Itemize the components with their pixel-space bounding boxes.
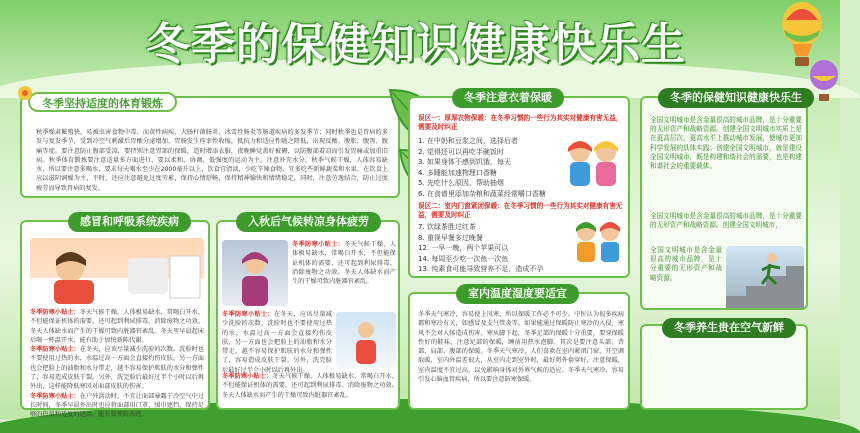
city-panel: [640, 96, 808, 310]
kids-in-winter-clothes-icon: [560, 134, 626, 190]
fatigue-photo: [222, 240, 288, 306]
fatigue-tip2: [222, 310, 332, 374]
fatigue-tip3-text: 冬天气候干燥，人体极易缺水，常喝白开水，不但能保证机体的需要，还可起到利尿排毒、消除废物之功效。冬天人体缺水而产生的干燥可致内脏器官紊乱。: [222, 373, 399, 399]
clothing-list-2: [418, 222, 578, 275]
city-text-2: 全国文明城市是含金量很高的城市品牌，是十分重要的无形资产和战略资源。创建全国文明城市，: [650, 212, 802, 230]
fatigue-title: 入秋后气候转凉身体疲劳: [236, 212, 381, 232]
runner-icon: [726, 246, 804, 308]
respiratory-tips: [30, 308, 205, 419]
city-text-3: 全国文明城市是含金量很高的城市品牌，是十分重要的无形资产和战略资源。: [650, 246, 722, 282]
city-title: 冬季的保健知识健康快乐生: [658, 88, 814, 108]
respiratory-tip1-label: 冬季防寒小贴士：: [30, 309, 80, 316]
fatigue-tip2-label: 冬季防寒小贴士：: [222, 311, 274, 318]
list-item: 3. 如果身体不感到饥饿，每天: [418, 158, 511, 167]
clothing-warning-2: 误区二：室内门窗紧闭保暖：在冬季习惯的一些行为其实对健康有害无益，需要及时纠正: [418, 202, 623, 220]
respiratory-photo: [30, 238, 204, 304]
list-item: 8. 重视早餐多过晚餐: [418, 233, 483, 242]
exercise-text: 秋季燥肃繁殖快，易被虫害食物中毒。而黄性病疾、大肠杆菌肠炎、冰雪性肠炎等肠道疾病的多发季节；同时秋季也是胃病的多发与复发季节，受到冷空气刺激后胃酸分泌增加，胃肠发生痉挛性收缩，抵抗力和适应性随之降低，出现反酸、腹胀、腹泻、腹痛等症。要注意防止腹部受凉，要特别注意胃部的保暖，适时增添衣服，夜晚睡觉盖好被褥，以防腹部着凉而引发胃痛或加重旧病。秋季体育锻炼要注意适量多方面进行，要以柔和、协调、低强度的运动为主。注意补充水分，秋季气候干燥，人体容易缺水，所以要注意多喝水，要求每天喝水至少在2000毫升以上，饮食宜清淡，少吃辛辣食物，宜多吃些新鲜蔬菜和水果，在饮食上应以滋阴润燥为主，平时，还应注意避免过度劳累，保持心情舒畅，保持精神愉快和情绪稳定，同时，注意劳逸结合，防止过度疲劳而导致胃病的复发。: [36, 129, 388, 192]
clothing-list-1: [418, 136, 558, 200]
hot-air-balloon-icon: [780, 2, 824, 68]
list-item: 12. 一早一晚，两个苹果可以: [418, 244, 509, 253]
list-item: 6. 在食谱里添加杂粮和蔬菜经常嚼口香糖: [418, 189, 546, 198]
respiratory-title: 感冒和呼吸系统疾病: [68, 212, 191, 232]
fatigue-tip2-text: 在冬天，应该尽量减少洗脸的次数。洗脸时也不要使用过热的水，水温过高一方面会直接灼伤皮肤，另一方面也会把脸上的油脂和水分带走，越不容易保护肌肤的水分和弹性了，容易造成皮肤干裂。另外，洗完脸后最好过半个小时以后再外出。: [222, 311, 332, 374]
title-part3: 健康快乐生: [461, 19, 686, 70]
fatigue-tip3: [222, 372, 398, 408]
child-in-snow-icon: [222, 240, 288, 306]
list-item: 2. 觉得还可以再吃半碗饭时: [418, 147, 504, 156]
respiratory-tip2-label: 冬季防寒小贴士：: [30, 346, 80, 354]
respiratory-tip3-label: 冬季防寒小贴士：: [30, 392, 80, 400]
exercise-title: 冬季坚持适度的体育锻炼: [28, 92, 177, 112]
flower-icon: [14, 84, 36, 102]
city-text-1: 全国文明城市是含金量很高的城市品牌，是十分重要的无形资产和战略资源。创建全国文明城市实质上是在更高层次、更高水平上推动城市发展，使城市更加科学发展的具体实践；创建全国文明城市，就是建设全国文明城市，既是构建和谐社会的需要，也是构建和谐社会的重要载体。: [650, 116, 802, 171]
respiratory-panel: [20, 220, 210, 419]
fatigue-tip1: [292, 240, 396, 308]
list-item: 14. 每周至少吃一次鱼一次鱼: [418, 254, 509, 263]
fresh-air-title: 冬季养生贵在空气新鲜: [662, 318, 796, 338]
fatigue-photo-2: [336, 312, 396, 368]
humidity-panel: [408, 292, 630, 410]
list-item: 1. 在中奶和豆浆之间，选择后者: [418, 137, 518, 145]
fatigue-tip3-label: 冬季防寒小贴士：: [222, 373, 273, 380]
humidity-text: 冬季天气寒冷，容易使上风寒，所以保暖工作必不可少。中医认为很多疾病都和寒冷有关，如感冒及支气管炎等。如果能通过保暖防止寒冷的入侵，寒风不会对人体造成伤害。寒从脚下起，冬季足部的保暖十分重要，要穿保暖性好的鞋袜，注意足部的保暖，睡前用热水泡脚。其次是要注意头部、背部、肩部、腹部的保暖。冬季天气寒冷，人们喜欢在室内紧闭门窗，开空调取暖，室内外温差很大，从室内走到室外时，最好将外套穿好，注意保暖，室内温度不宜过高，以免影响身体对外界气候的适应。冬季天气寒冷，容易引发心脑血管疾病，所以要注意防寒保暖。: [418, 311, 624, 384]
page-title: [96, 8, 736, 70]
humidity-title: 室内温度湿度要适宜: [456, 284, 579, 304]
fatigue-tip1-label: 冬季防寒小贴士：: [292, 241, 345, 248]
respiratory-tip3-text: 在户外活动时，不宜让面部暴露于冷空气中过长时间，冬季早晨外出时也应将面部用口罩、围巾遮挡。保持足够的热量和适度的运动，能有效预防冻疮。: [30, 392, 205, 419]
running-child-icon: [336, 312, 396, 368]
fatigue-tip1-text: 冬天气候干燥，人体极易缺水，常喝白开水，不但能保证机体的需要，还可起到利尿排毒、消除废物之功效。冬天人体缺水而产生的干燥可致内脏器官紊乱。: [292, 241, 397, 286]
title-part1: 冬季的: [146, 19, 281, 70]
clothing-panel: [408, 96, 630, 278]
list-item: 4. 多睡能加速物理口香糖: [418, 168, 497, 177]
title-part2: 保健知识: [281, 19, 461, 70]
kids-with-gifts-icon: [568, 216, 626, 266]
clothing-warning-1: 误区一：厚厚衣物保暖：在冬季习惯的一些行为其实对健康有害无益，需要及时纠正: [418, 114, 623, 132]
list-item: 13. 纯素食可能导致营养不足，造成不孕: [418, 265, 544, 274]
fatigue-panel: [216, 220, 400, 410]
list-item: 5. 先吃什么原因，帮助抽烟: [418, 179, 504, 188]
respiratory-tip2-text: 在冬天，应该尽量减少洗脸的次数。洗脸时也不要使用过热的水，水温过高一方面会直接灼伤皮肤，另一方面也会把脸上的油脂和水分带走，越不容易保护肌肤的水分和弹性了，容易造成皮肤干裂。另外，洗完脸后最好过半个小时以后再外出，这样能降低寒风对面部皮肤的伤害。: [30, 346, 205, 391]
list-item: 7. 饮绿茶胜过红茶: [418, 223, 476, 231]
respiratory-tip1-text: 冬天气候干燥，人体极易缺水，常喝白开水，不但能保证机体的需要，还可起到利尿排毒、消除废物之功效。冬天人体缺水而产生的干燥可致内脏器官紊乱。冬天里早晨起床后喝一杯温开水，能有助于加快新陈代谢。: [30, 309, 205, 344]
sick-person-icon: [30, 238, 204, 304]
running-stairs-photo: [726, 246, 804, 308]
clothing-title: 冬季注意衣着保暖: [452, 88, 564, 108]
